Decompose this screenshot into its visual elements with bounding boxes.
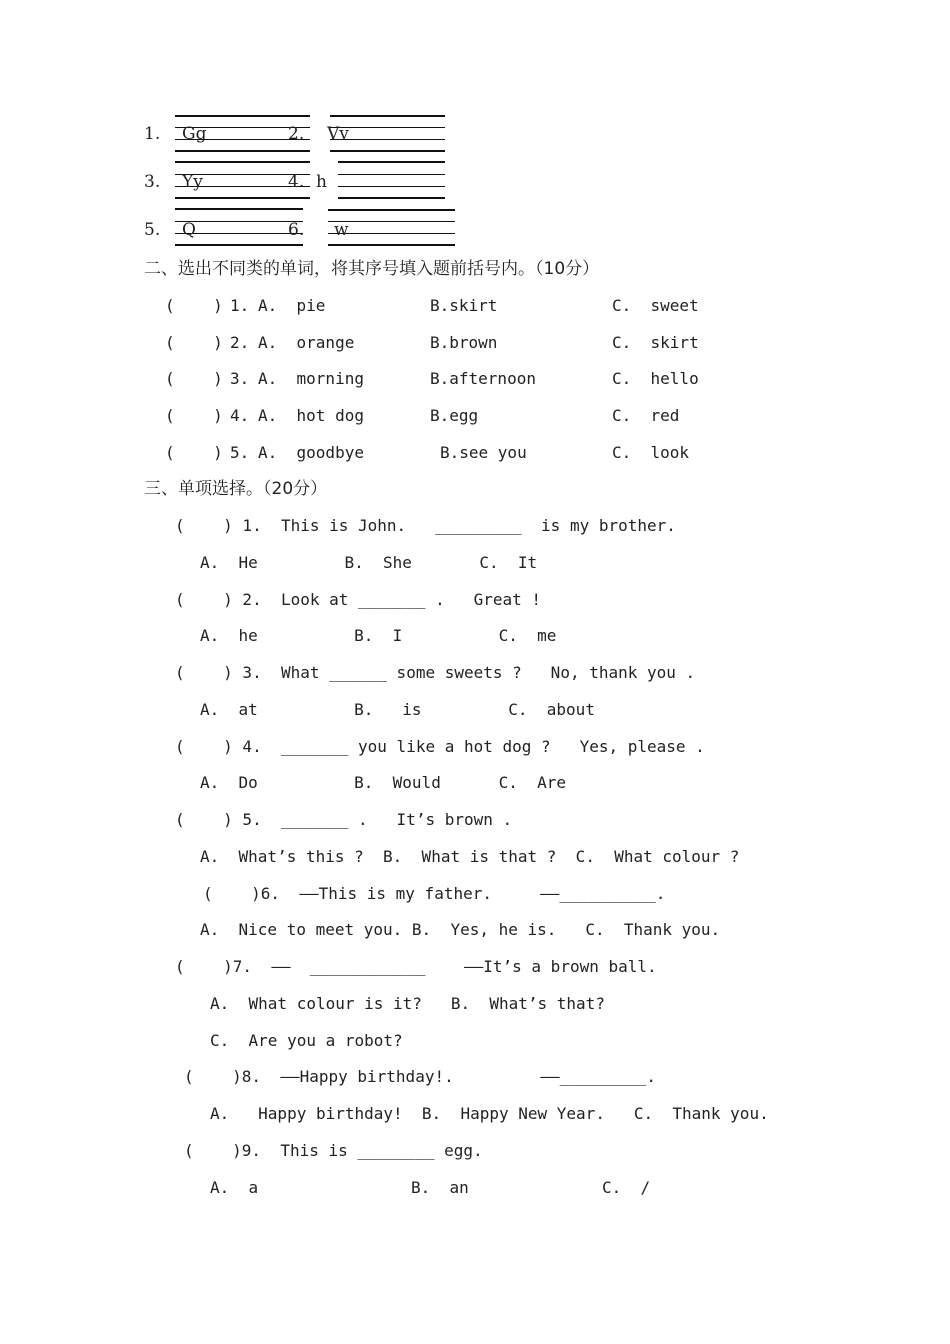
question-5-options: A. What’s this ? B. What is that ? C. What colour ? bbox=[200, 847, 740, 866]
question-number: 4. bbox=[230, 406, 250, 425]
option-a: A. goodbye bbox=[258, 443, 364, 462]
question-7-options-2: C. Are you a robot? bbox=[210, 1031, 403, 1050]
question-number: 1. bbox=[230, 296, 250, 315]
option-c: C. red bbox=[612, 406, 680, 425]
question-7: ( )7. —— ____________ ——It’s a brown ball. bbox=[175, 957, 657, 976]
question-1: ( ) 1. This is John. _________ is my brother. bbox=[175, 516, 676, 535]
item-letter: Yy bbox=[182, 172, 203, 192]
item-number: 3. bbox=[144, 172, 161, 192]
question-6-options: A. Nice to meet you. B. Yes, he is. C. Thank you. bbox=[200, 920, 721, 939]
option-a: A. pie bbox=[258, 296, 326, 315]
item-number: 1. bbox=[144, 124, 161, 144]
answer-bracket[interactable]: ( ) bbox=[165, 333, 223, 352]
item-number: 6. bbox=[288, 220, 305, 240]
writing-line bbox=[175, 150, 310, 152]
question-number: 2. bbox=[230, 333, 250, 352]
option-b: B.afternoon bbox=[430, 369, 536, 388]
question-9-option-a: A. a bbox=[210, 1178, 259, 1197]
writing-line bbox=[175, 197, 310, 199]
question-2: ( ) 2. Look at _______ . Great ! bbox=[175, 590, 542, 609]
option-c: C. skirt bbox=[612, 333, 699, 352]
writing-line bbox=[175, 161, 310, 163]
writing-line bbox=[328, 244, 455, 246]
item-letter: w bbox=[334, 220, 349, 240]
question-3-options: A. at B. is C. about bbox=[200, 700, 595, 719]
section-title: 三、单项选择。（20分） bbox=[144, 479, 328, 499]
answer-bracket[interactable]: ( ) bbox=[165, 369, 223, 388]
question-4: ( ) 4. _______ you like a hot dog ? Yes, please . bbox=[175, 737, 705, 756]
item-letter: h bbox=[316, 172, 327, 192]
item-letter: Q bbox=[182, 220, 196, 240]
option-a: A. morning bbox=[258, 369, 364, 388]
writing-line bbox=[330, 150, 445, 152]
option-c: C. sweet bbox=[612, 296, 699, 315]
option-b: B.brown bbox=[430, 333, 498, 352]
writing-line bbox=[338, 161, 445, 163]
answer-bracket[interactable]: ( ) bbox=[165, 406, 223, 425]
question-3: ( ) 3. What ______ some sweets ? No, thank you . bbox=[175, 663, 696, 682]
option-a: A. hot dog bbox=[258, 406, 364, 425]
option-c: C. hello bbox=[612, 369, 699, 388]
item-number: 5. bbox=[144, 220, 161, 240]
question-7-options-1: A. What colour is it? B. What’s that? bbox=[210, 994, 605, 1013]
question-9-option-b: B. an bbox=[411, 1178, 469, 1197]
option-a: A. orange bbox=[258, 333, 355, 352]
writing-line bbox=[175, 208, 303, 210]
question-9: ( )9. This is ________ egg. bbox=[184, 1141, 483, 1160]
question-6: ( )6. ——This is my father. ——__________. bbox=[203, 884, 666, 903]
writing-line bbox=[338, 186, 445, 187]
question-number: 3. bbox=[230, 369, 250, 388]
writing-line bbox=[338, 174, 445, 175]
writing-line bbox=[175, 115, 310, 117]
question-4-options: A. Do B. Would C. Are bbox=[200, 773, 567, 792]
answer-bracket[interactable]: ( ) bbox=[165, 296, 223, 315]
question-8: ( )8. ——Happy birthday!. ——_________. bbox=[184, 1067, 657, 1086]
question-number: 5. bbox=[230, 443, 250, 462]
option-b: B.see you bbox=[440, 443, 527, 462]
section-title: 二、选出不同类的单词，将其序号填入题前括号内。（10分） bbox=[144, 259, 600, 279]
writing-line bbox=[328, 209, 455, 211]
writing-line bbox=[338, 197, 445, 199]
option-b: B.skirt bbox=[430, 296, 498, 315]
option-b: B.egg bbox=[430, 406, 479, 425]
question-8-options: A. Happy birthday! B. Happy New Year. C. Thank you. bbox=[210, 1104, 769, 1123]
item-letter: Vv bbox=[327, 124, 349, 144]
question-1-options: A. He B. She C. It bbox=[200, 553, 538, 572]
item-letter: Gg bbox=[182, 124, 207, 144]
item-number: 4. bbox=[288, 172, 305, 192]
writing-line bbox=[175, 244, 303, 246]
question-9-option-c: C. / bbox=[602, 1178, 651, 1197]
option-c: C. look bbox=[612, 443, 690, 462]
item-number: 2. bbox=[288, 124, 305, 144]
writing-line bbox=[330, 115, 445, 117]
answer-bracket[interactable]: ( ) bbox=[165, 443, 223, 462]
question-5: ( ) 5. _______ . It’s brown . bbox=[175, 810, 513, 829]
question-2-options: A. he B. I C. me bbox=[200, 626, 557, 645]
